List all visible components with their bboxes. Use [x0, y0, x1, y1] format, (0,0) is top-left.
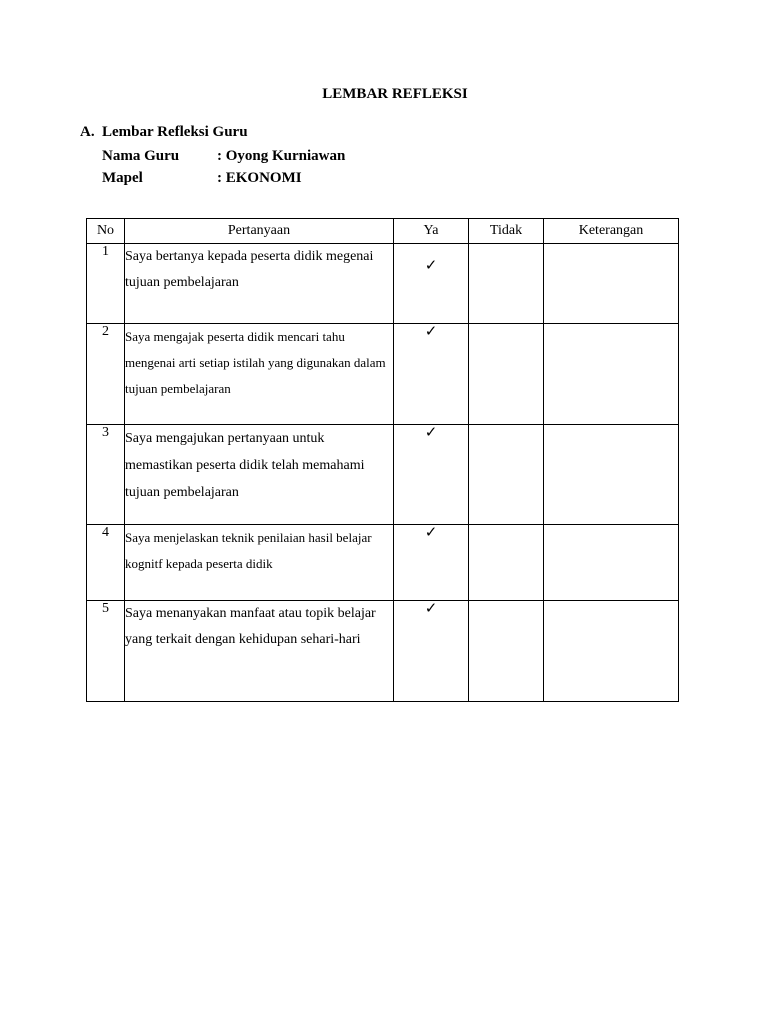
header-ya: Ya: [394, 219, 469, 244]
subject-row: [102, 170, 302, 187]
row-keterangan-cell[interactable]: [544, 425, 679, 525]
row-tidak-cell[interactable]: [469, 244, 544, 324]
table-row: [87, 244, 679, 324]
row-question: Saya mengajak peserta didik mencari tahu mengenai arti setiap istilah yang digunakan dalam tujuan pembelajaran: [125, 324, 394, 425]
row-tidak-cell[interactable]: [469, 324, 544, 425]
row-number: 1: [87, 244, 125, 324]
row-keterangan-cell[interactable]: [544, 244, 679, 324]
section-title: Lembar Refleksi Guru: [102, 124, 248, 140]
table-row: [87, 601, 679, 702]
header-question: Pertanyaan: [125, 219, 394, 244]
row-ya-cell[interactable]: [394, 425, 469, 525]
row-question: Saya menjelaskan teknik penilaian hasil belajar kognitf kepada peserta didik: [125, 525, 394, 601]
row-ya-cell[interactable]: [394, 601, 469, 702]
row-ya-cell[interactable]: [394, 324, 469, 425]
header-keterangan: Keterangan: [544, 219, 679, 244]
teacher-name-label: Nama Guru: [102, 148, 180, 164]
table-row: [87, 525, 679, 601]
row-tidak-cell[interactable]: [469, 601, 544, 702]
section-marker: A.: [80, 124, 95, 140]
check-icon: ✓: [424, 425, 438, 441]
header-no: No: [87, 219, 125, 244]
row-keterangan-cell[interactable]: [544, 525, 679, 601]
page-title: LEMBAR REFLEKSI: [322, 86, 468, 102]
row-question: Saya bertanya kepada peserta didik megenai tujuan pembelajaran: [125, 244, 394, 324]
row-keterangan-cell[interactable]: [544, 324, 679, 425]
check-icon: ✓: [424, 525, 438, 541]
table-row: [87, 425, 679, 525]
row-ya-cell[interactable]: [394, 244, 469, 324]
row-tidak-cell[interactable]: [469, 525, 544, 601]
teacher-name-value: : Oyong Kurniawan: [217, 148, 346, 164]
row-question: Saya menanyakan manfaat atau topik belajar yang terkait dengan kehidupan sehari-hari: [125, 601, 394, 702]
row-keterangan-cell[interactable]: [544, 601, 679, 702]
table-row: [87, 324, 679, 425]
row-ya-cell[interactable]: [394, 525, 469, 601]
row-number: 3: [87, 425, 125, 525]
reflection-table: [86, 218, 679, 702]
row-tidak-cell[interactable]: [469, 425, 544, 525]
subject-value: : EKONOMI: [217, 170, 302, 186]
row-number: 5: [87, 601, 125, 702]
check-icon: ✓: [424, 324, 438, 340]
check-icon: ✓: [424, 601, 438, 617]
row-number: 4: [87, 525, 125, 601]
row-number: 2: [87, 324, 125, 425]
header-tidak: Tidak: [469, 219, 544, 244]
teacher-name-row: [102, 148, 345, 165]
check-icon: ✓: [424, 258, 438, 274]
section-heading: [80, 124, 248, 141]
table-header-row: [87, 219, 679, 244]
subject-label: Mapel: [102, 170, 143, 186]
row-question: Saya mengajukan pertanyaan untuk memastikan peserta didik telah memahami tujuan pembelajaran: [125, 425, 394, 525]
